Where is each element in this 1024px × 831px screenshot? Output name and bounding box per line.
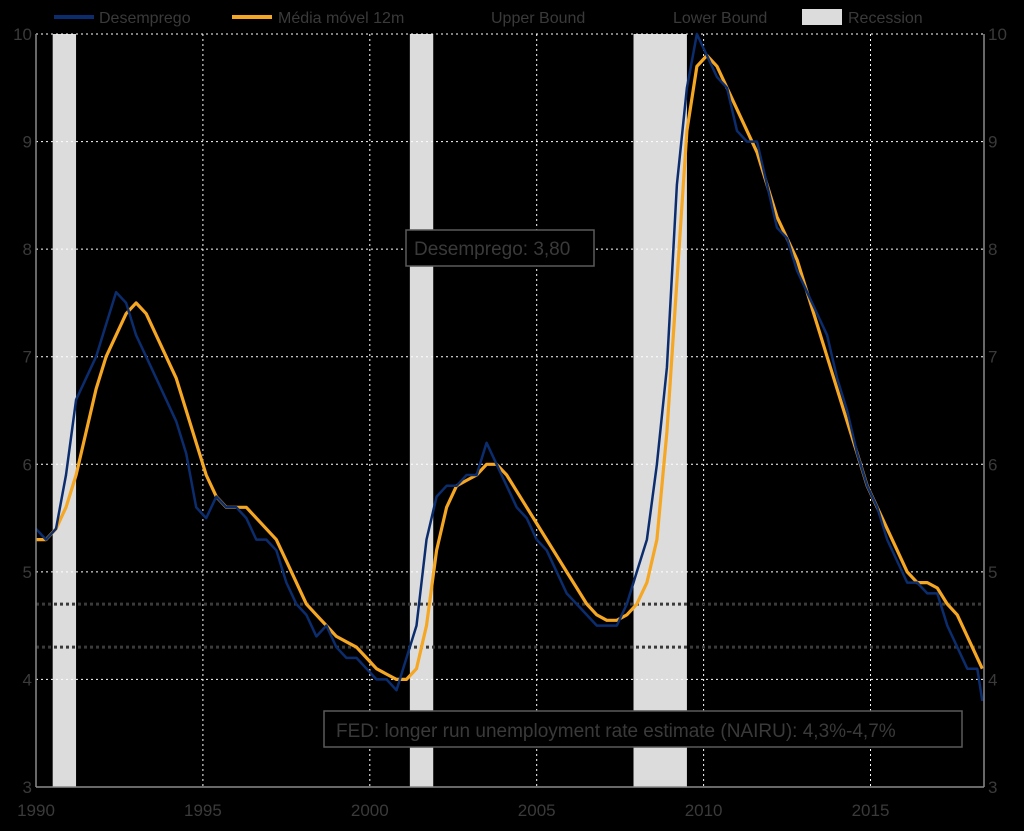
- y-tick-right-3: 3: [988, 778, 998, 797]
- recession-band-0: [53, 34, 76, 787]
- y-tick-left-4: 4: [22, 670, 32, 690]
- y-tick-left-9: 9: [22, 132, 32, 152]
- y-tick-left-5: 5: [22, 562, 32, 582]
- tick-labels: [13, 25, 1007, 820]
- grid: [36, 34, 984, 787]
- y-tick-right-5: 5: [988, 562, 998, 582]
- y-tick-left-10: 10: [13, 25, 32, 44]
- y-tick-left-6: 6: [22, 455, 32, 475]
- y-tick-left-3: 3: [22, 778, 32, 797]
- legend-swatch-recession: [802, 9, 842, 25]
- x-tick-2015: 2015: [851, 801, 890, 820]
- legend-label-recession: Recession: [848, 10, 923, 27]
- x-tick-2010: 2010: [684, 801, 723, 820]
- y-tick-right-4: 4: [988, 670, 998, 690]
- y-tick-left-7: 7: [22, 347, 32, 367]
- y-tick-right-6: 6: [988, 455, 998, 475]
- legend-label-desemprego: Desemprego: [99, 10, 191, 27]
- legend: [54, 9, 923, 27]
- annotation-current-value-text: Desemprego: 3,80: [414, 239, 571, 260]
- annotation-current-value: [406, 230, 594, 266]
- series-lines: [36, 34, 982, 701]
- legend-label-lower-bound: Lower Bound: [673, 10, 768, 27]
- annotation-nairu-text: FED: longer run unemployment rate estimate (NAIRU): 4,3%-4,7%: [336, 721, 896, 742]
- x-tick-2000: 2000: [350, 801, 389, 820]
- bound-lines: [36, 604, 984, 647]
- y-tick-right-10: 10: [988, 25, 1007, 44]
- legend-label-media-movel: Média móvel 12m: [278, 10, 405, 27]
- y-tick-left-8: 8: [22, 240, 32, 260]
- x-tick-2005: 2005: [517, 801, 556, 820]
- y-tick-right-7: 7: [988, 347, 998, 367]
- x-tick-1995: 1995: [183, 801, 222, 820]
- recession-band-2: [634, 34, 687, 787]
- y-tick-right-9: 9: [988, 132, 998, 152]
- y-tick-right-8: 8: [988, 240, 998, 260]
- annotation-nairu: [324, 711, 962, 747]
- legend-label-upper-bound: Upper Bound: [491, 10, 586, 27]
- series-line-m-dia-m-vel-12m: [36, 56, 982, 680]
- axes: [36, 34, 984, 787]
- series-line-desemprego: [36, 34, 982, 701]
- x-tick-1990: 1990: [17, 801, 55, 820]
